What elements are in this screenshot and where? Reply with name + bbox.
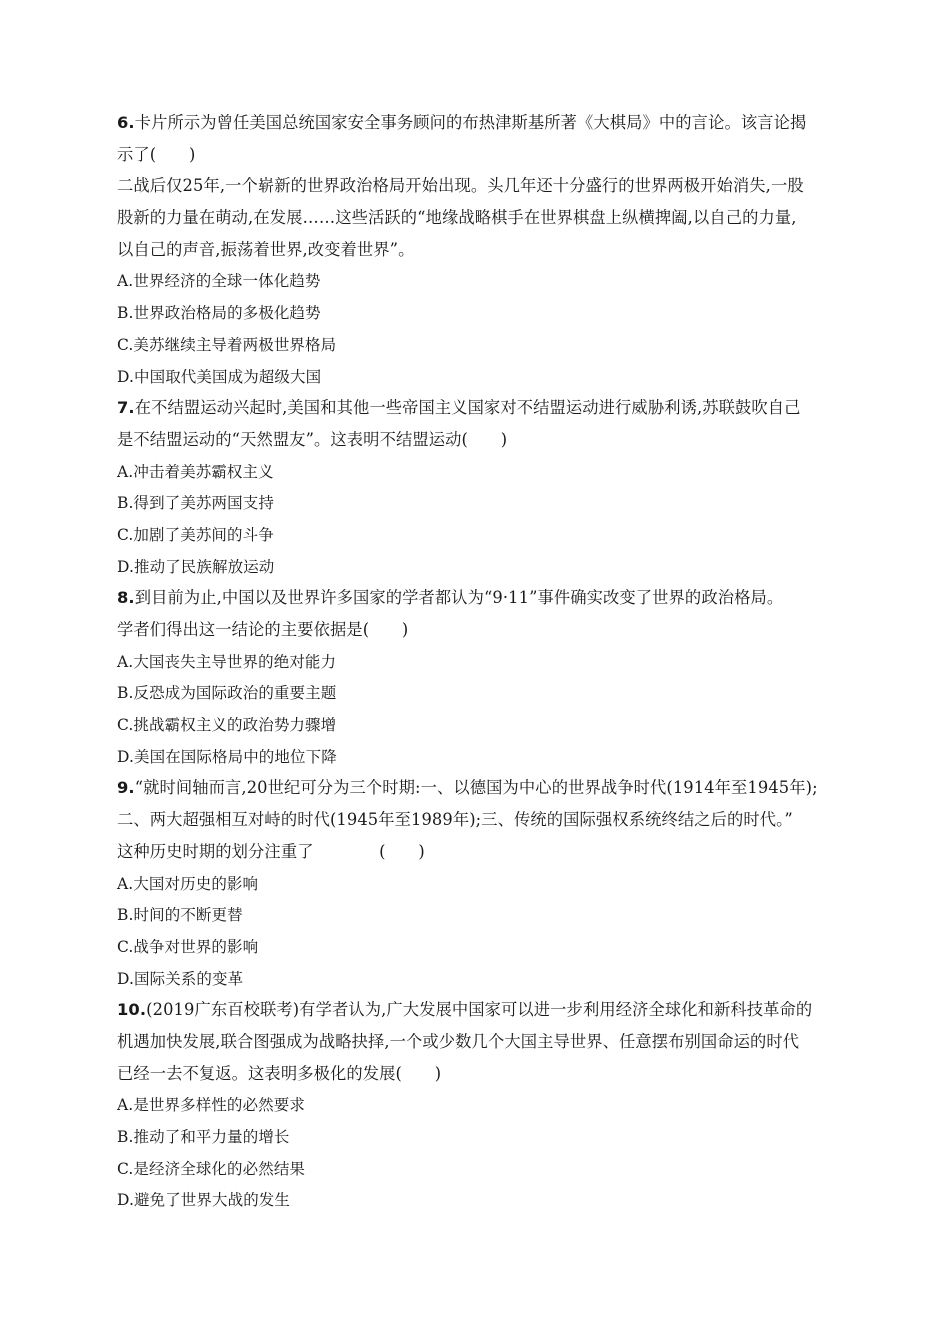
question-stem-text: 到目前为止,中国以及世界许多国家的学者都认为“9·11”事件确实改变了世界的政治格局。 — [134, 588, 784, 608]
question-stem-line — [117, 810, 842, 830]
question-stem-line — [117, 1000, 842, 1020]
answer-option-b: B.时间的不断更替 — [117, 906, 243, 925]
question-stem-line — [117, 113, 842, 133]
question-8 — [117, 588, 842, 766]
answer-option-d: D.推动了民族解放运动 — [117, 557, 275, 576]
question-list — [117, 113, 842, 1222]
answer-option-c: C.挑战霸权主义的政治势力骤增 — [117, 716, 337, 735]
answer-option-d: D.中国取代美国成为超级大国 — [117, 367, 322, 386]
question-number: 9. — [117, 778, 135, 798]
question-stem-text: 已经一去不复返。这表明多极化的发展( ) — [117, 1063, 442, 1083]
question-stem-line — [117, 208, 842, 228]
question-stem-line — [117, 588, 842, 608]
question-stem-line — [117, 620, 842, 640]
answer-option-a: A.大国丧失主导世界的绝对能力 — [117, 652, 337, 671]
question-number: 8. — [117, 588, 135, 608]
question-stem-text: 在不结盟运动兴起时,美国和其他一些帝国主义国家对不结盟运动进行威胁利诱,苏联鼓吹自己 — [134, 398, 801, 418]
answer-option-a: A.是世界多样性的必然要求 — [117, 1096, 305, 1115]
answer-option-d: D.美国在国际格局中的地位下降 — [117, 747, 337, 766]
question-stem-text: 以自己的声音,振荡着世界,改变着世界”。 — [117, 239, 415, 259]
question-stem-line — [117, 842, 842, 862]
answer-option-a: A.世界经济的全球一体化趋势 — [117, 272, 321, 291]
question-stem-line — [117, 1032, 842, 1052]
question-number: 7. — [117, 398, 135, 418]
question-stem-text: 这种历史时期的划分注重了 ( ) — [117, 841, 425, 861]
question-stem-line — [117, 778, 842, 798]
question-stem-text: 卡片所示为曾任美国总统国家安全事务顾问的布热津斯基所著《大棋局》中的言论。该言论揭 — [134, 113, 807, 132]
question-stem-text: 是不结盟运动的“天然盟友”。这表明不结盟运动( ) — [117, 429, 508, 449]
question-stem-text: 二战后仅25年,一个崭新的世界政治格局开始出现。头几年还十分盛行的世界两极开始消失,一股 — [117, 176, 804, 196]
answer-option-d: D.避免了世界大战的发生 — [117, 1191, 291, 1210]
question-stem-line — [117, 176, 842, 196]
question-9 — [117, 778, 842, 988]
question-number: 6. — [117, 113, 135, 132]
answer-option-a: A.大国对历史的影响 — [117, 874, 259, 893]
question-stem-text: 示了( ) — [117, 144, 196, 164]
answer-option-c: C.加剧了美苏间的斗争 — [117, 525, 274, 544]
answer-option-a: A.冲击着美苏霸权主义 — [117, 462, 274, 481]
answer-option-b: B.推动了和平力量的增长 — [117, 1128, 290, 1146]
answer-option-d: D.国际关系的变革 — [117, 969, 244, 988]
question-number: 10. — [117, 1000, 147, 1020]
question-stem-line — [117, 240, 842, 260]
question-6 — [117, 113, 842, 387]
answer-option-c: C.美苏继续主导着两极世界格局 — [117, 335, 337, 354]
question-stem-text: 机遇加快发展,联合图强成为战略抉择,一个或少数几个大国主导世界、任意摆布别国命运的时代 — [117, 1031, 800, 1051]
question-stem-text: 学者们得出这一结论的主要依据是( ) — [117, 620, 409, 639]
question-stem-line — [117, 430, 842, 450]
question-10 — [117, 1000, 842, 1210]
answer-option-b: B.世界政治格局的多极化趋势 — [117, 304, 321, 323]
question-stem-line — [117, 1064, 842, 1084]
answer-option-b: B.得到了美苏两国支持 — [117, 494, 274, 513]
question-7 — [117, 398, 842, 576]
question-stem-text: “就时间轴而言,20世纪可分为三个时期:一、以德国为中心的世界战争时代(1914年至1945年); — [134, 778, 818, 798]
question-stem-line — [117, 145, 842, 165]
question-stem-line — [117, 398, 842, 418]
answer-option-c: C.是经济全球化的必然结果 — [117, 1159, 306, 1178]
answer-option-b: B.反恐成为国际政治的重要主题 — [117, 684, 337, 703]
question-stem-text: 二、两大超强相互对峙的时代(1945年至1989年);三、传统的国际强权系统终结之后的时代。” — [117, 810, 793, 830]
question-stem-text: 股新的力量在萌动,在发展……这些活跃的“地缘战略棋手在世界棋盘上纵横捭阖,以自己的力量, — [117, 208, 797, 228]
question-stem-text: (2019广东百校联考)有学者认为,广大发展中国家可以进一步利用经济全球化和新科技革命的 — [146, 1000, 813, 1020]
answer-option-c: C.战争对世界的影响 — [117, 937, 259, 956]
